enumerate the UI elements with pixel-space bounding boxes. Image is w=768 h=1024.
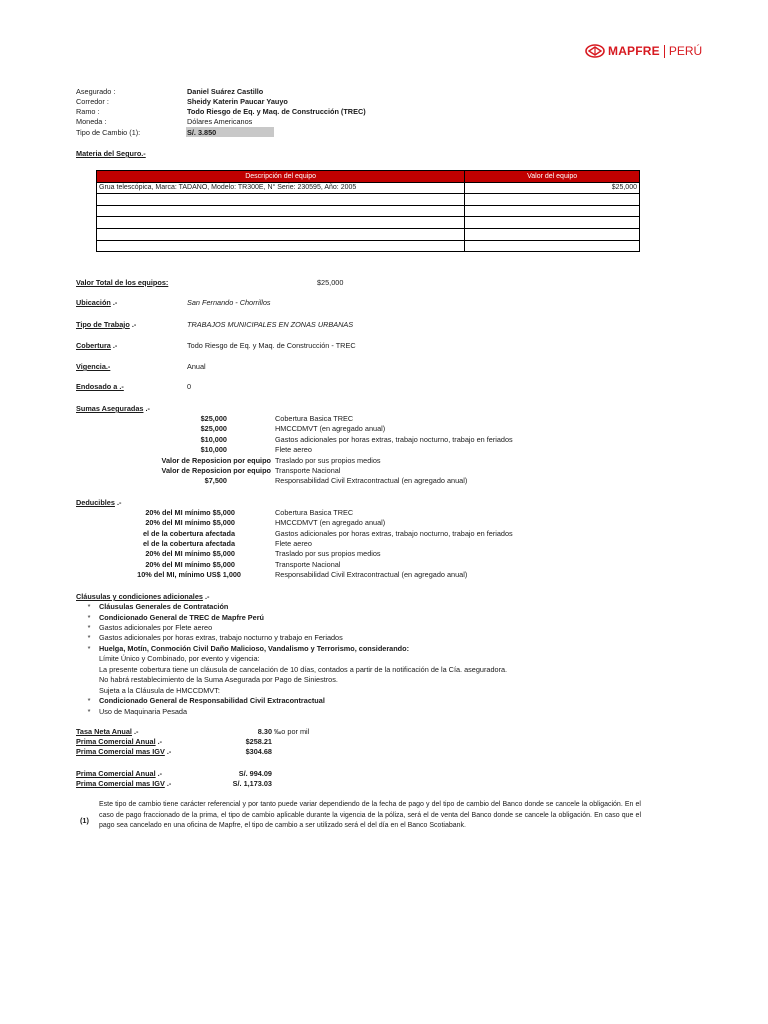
sums-insured-label: Sumas Aseguradas .- [76, 404, 150, 413]
clause-bullet: * [87, 696, 91, 705]
clause-item: Condicionado General de Responsabilidad Civil Extracontractual [99, 696, 325, 705]
clause-item: Cláusulas Generales de Contratación [99, 602, 229, 611]
endorsed-value: 0 [187, 382, 192, 391]
equipment-description [97, 205, 465, 217]
sum-amount: $7,500 [204, 476, 227, 485]
endorsed-label: Endosado a .- [76, 382, 124, 391]
deductible-amount: el de la cobertura afectada [142, 539, 235, 548]
deductible-amount: 20% del MI mínimo $5,000 [145, 549, 235, 558]
annual-premium-label: Prima Comercial Anual .- [76, 737, 163, 746]
clause-subitem: Sujeta a la Cláusula de HMCCDMVT: [99, 686, 220, 695]
deductible-description: Traslado por sus propios medios [275, 549, 381, 558]
sum-description: Traslado por sus propios medios [275, 456, 381, 465]
table-row [97, 217, 640, 229]
deductible-amount: 20% del MI mínimo $5,000 [145, 560, 235, 569]
deductible-amount: 10% del MI, mínimo US$ 1,000 [137, 570, 241, 579]
exchange-rate-label: Tipo de Cambio (1): [76, 128, 141, 137]
currency-value: Dólares Americanos [187, 117, 253, 126]
total-value-label: Valor Total de los equipos: [76, 278, 169, 287]
column-header-value: Valor del equipo [465, 171, 640, 183]
materia-title: Materia del Seguro.- [76, 149, 146, 158]
mapfre-logo [585, 42, 702, 60]
location-label: Ubicación .- [76, 298, 118, 307]
brand-name: MAPFRE [608, 44, 660, 58]
footnote-number: (1) [80, 816, 89, 825]
equipment-description [97, 240, 465, 252]
equipment-description [97, 217, 465, 229]
table-row [97, 240, 640, 252]
sum-amount: $25,000 [200, 424, 227, 433]
deductibles-label: Deducibles .- [76, 498, 122, 507]
deductible-description: Gastos adicionales por horas extras, trabajo nocturno, trabajo en feriados [275, 529, 513, 538]
broker-label: Corredor : [76, 97, 109, 106]
total-value: $25,000 [317, 278, 344, 287]
equipment-description [97, 228, 465, 240]
clause-bullet: * [87, 644, 91, 653]
equipment-value [465, 194, 640, 206]
sum-amount: $10,000 [200, 435, 227, 444]
equipment-description: Grua telescópica, Marca: TADANO, Modelo: TR300E, N° Serie: 230595, Año: 2005 [97, 182, 465, 194]
sum-description: Transporte Nacional [275, 466, 341, 475]
location-value: San Fernando - Chorrillos [187, 298, 271, 307]
footnote-text: Este tipo de cambio tiene carácter referencial y por tanto puede variar dependiendo de la fecha de pago y del tipo de cambio del Banco donde se cancele la obligación. En el caso de pago fraccionado de la prima, el tipo de cambio aplicable durante la vigencia de la póliza, será el de venta del Banco donde se cancele la obligación. En caso que el pago sea cancelado en una oficina de Mapfre, el tipo de cambio a ser utilizado será el del día en el Banco Scotiabank. [99, 801, 641, 829]
validity-label: Vigencia.- [76, 362, 111, 371]
equipment-value [465, 205, 640, 217]
clause-subitem: No habrá restablecimiento de la Suma Asegurada por Pago de Siniestros. [99, 675, 338, 684]
equipment-value [465, 228, 640, 240]
sum-amount: Valor de Reposicion por equipo [161, 466, 271, 475]
premium-igv-soles-label: Prima Comercial mas IGV .- [76, 779, 172, 788]
equipment-table [96, 170, 640, 252]
clause-subitem: Límite Único y Combinado, por evento y vigencia: [99, 654, 260, 663]
sum-amount: $10,000 [200, 445, 227, 454]
equipment-value [465, 217, 640, 229]
table-header-row [97, 171, 640, 183]
branch-value: Todo Riesgo de Eq. y Maq. de Construcción (TREC) [187, 107, 366, 116]
coverage-value: Todo Riesgo de Eq. y Maq. de Construcción - TREC [187, 341, 356, 350]
clause-bullet: * [87, 613, 91, 622]
deductible-description: Flete aereo [275, 539, 312, 548]
insured-value: Daniel Suárez Castillo [187, 87, 264, 96]
table-row [97, 194, 640, 206]
net-rate-unit: ‰o por mil [274, 727, 310, 736]
coverage-label: Cobertura .- [76, 341, 118, 350]
sum-description: HMCCDMVT (en agregado anual) [275, 424, 386, 433]
clause-bullet: * [87, 707, 91, 716]
deductible-description: Responsabilidad Civil Extracontractual (en agregado anual) [275, 570, 468, 579]
clause-item: Gastos adicionales por horas extras, trabajo nocturno y trabajo en Feriados [99, 633, 343, 642]
annual-premium-soles-label: Prima Comercial Anual .- [76, 769, 163, 778]
deductible-description: Transporte Nacional [275, 560, 341, 569]
premium-igv-label: Prima Comercial mas IGV .- [76, 747, 172, 756]
exchange-rate-value: S/. 3.850 [187, 128, 217, 137]
net-rate-label: Tasa Neta Anual .- [76, 727, 139, 736]
premium-igv-value: $304.68 [245, 747, 272, 756]
broker-value: Sheidy Katerin Paucar Yauyo [187, 97, 288, 106]
sum-amount: Valor de Reposicion por equipo [161, 456, 271, 465]
sum-description: Cobertura Basica TREC [275, 414, 354, 423]
column-header-description: Descripción del equipo [97, 171, 465, 183]
annual-premium-soles-value: S/. 994.09 [238, 769, 272, 778]
mapfre-logo-icon [585, 44, 605, 58]
clause-subitem: La presente cobertura tiene un cláusula de cancelación de 10 días, contados a partir de la notificación de la Cía. aseguradora. [99, 665, 508, 674]
equipment-value [465, 240, 640, 252]
sum-description: Flete aereo [275, 445, 312, 454]
brand-divider [664, 45, 665, 58]
sum-description: Responsabilidad Civil Extracontractual (en agregado anual) [275, 476, 468, 485]
equipment-description [97, 194, 465, 206]
clause-bullet: * [87, 602, 91, 611]
net-rate-value: 8.30 [257, 727, 272, 736]
annual-premium-value: $258.21 [245, 737, 272, 746]
deductible-amount: el de la cobertura afectada [142, 529, 235, 538]
clauses-label: Cláusulas y condiciones adicionales .- [76, 592, 210, 601]
deductible-description: Cobertura Basica TREC [275, 508, 354, 517]
table-row [97, 182, 640, 194]
table-row [97, 228, 640, 240]
currency-label: Moneda : [76, 117, 107, 126]
brand-country: PERÚ [668, 44, 703, 58]
branch-label: Ramo : [76, 107, 100, 116]
sum-description: Gastos adicionales por horas extras, trabajo nocturno, trabajo en feriados [275, 435, 513, 444]
equipment-value: $25,000 [465, 182, 640, 194]
clause-item: Condicionado General de TREC de Mapfre Perú [99, 613, 265, 622]
sum-amount: $25,000 [200, 414, 227, 423]
table-row [97, 205, 640, 217]
clause-item: Huelga, Motín, Conmoción Civil Daño Malicioso, Vandalismo y Terrorismo, considerando: [99, 644, 410, 653]
insured-label: Asegurado : [76, 87, 116, 96]
deductible-amount: 20% del MI mínimo $5,000 [145, 508, 235, 517]
clause-bullet: * [87, 623, 91, 632]
validity-value: Anual [187, 362, 206, 371]
work-type-value: TRABAJOS MUNICIPALES EN ZONAS URBANAS [187, 320, 354, 329]
clause-bullet: * [87, 633, 91, 642]
premium-igv-soles-value: S/. 1,173.03 [232, 779, 272, 788]
work-type-label: Tipo de Trabajo .- [76, 320, 137, 329]
deductible-description: HMCCDMVT (en agregado anual) [275, 518, 386, 527]
clause-item: Uso de Maquinaria Pesada [99, 707, 188, 716]
clause-item: Gastos adicionales por Flete aereo [99, 623, 213, 632]
deductible-amount: 20% del MI mínimo $5,000 [145, 518, 235, 527]
